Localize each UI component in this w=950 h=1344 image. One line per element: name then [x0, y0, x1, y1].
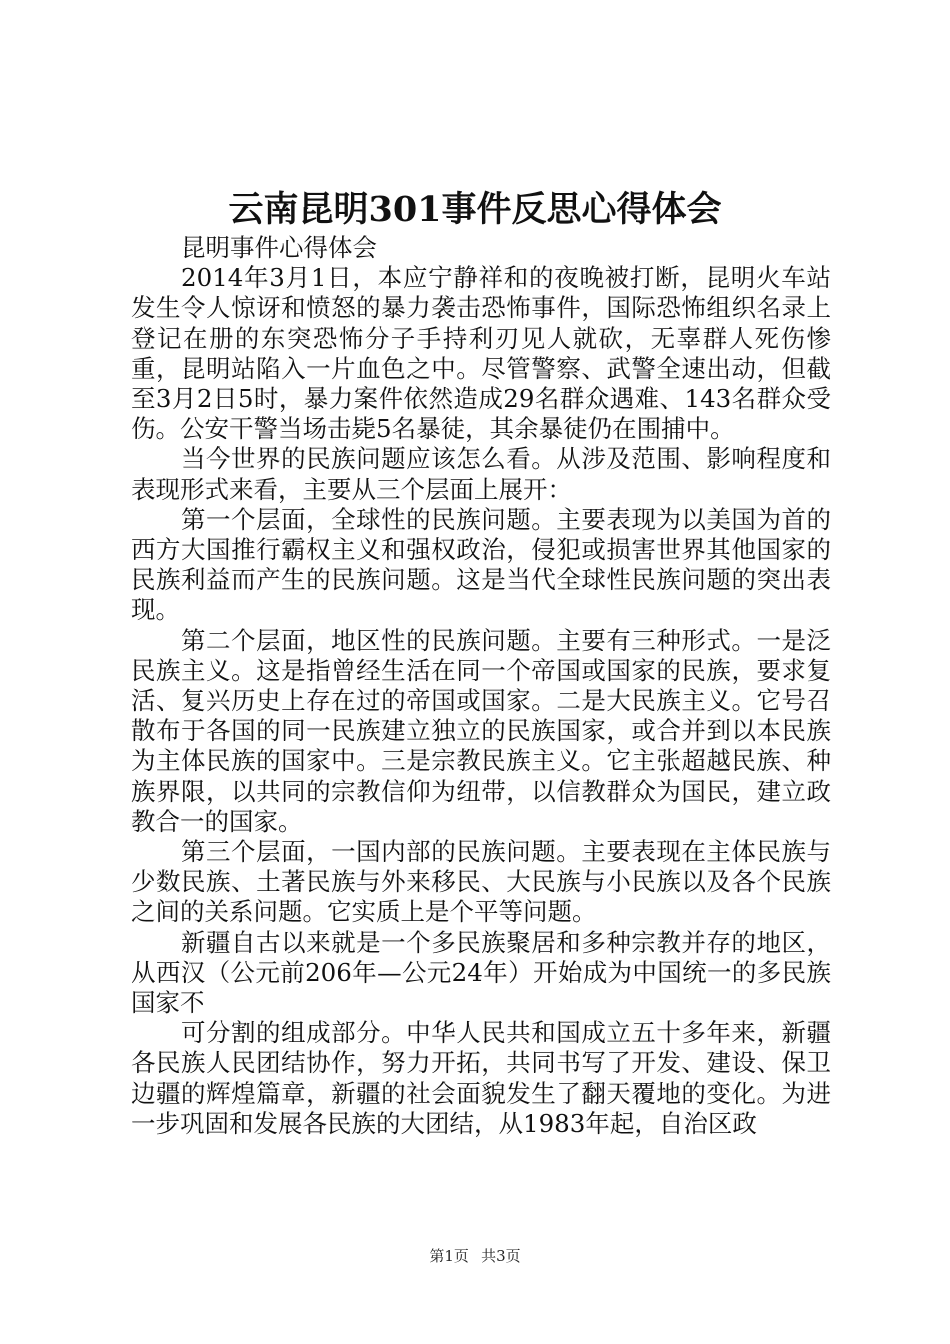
paragraph: 可分割的组成部分。中华人民共和国成立五十多年来，新疆各民族人民团结协作，努力开拓，共同书写了开发、建设、保卫边疆的辉煌篇章，新疆的社会面貌发生了翻天覆地的变化。为进一步巩固和发展各民族的大团结，从1983年起，自治区政 — [131, 1018, 831, 1138]
paragraph-subtitle: 昆明事件心得体会 — [181, 233, 377, 262]
paragraph: 第一个层面，全球性的民族问题。主要表现为以美国为首的西方大国推行霸权主义和强权政治，侵犯或损害世界其他国家的民族利益而产生的民族问题。这是当代全球性民族问题的突出表现。 — [131, 504, 831, 625]
document-body — [131, 233, 831, 1139]
document-title: 云南昆明301事件反思心得体会 — [228, 189, 722, 230]
paragraph: 2014年3月1日，本应宁静祥和的夜晚被打断，昆明火车站发生令人惊讶和愤怒的暴力袭击恐怖事件，国际恐怖组织名录上登记在册的东突恐怖分子手持利刃见人就砍，无辜群人死伤惨重，昆明站陷入一片血色之中。尽管警察、武警全速出动，但截至3月2日5时，暴力案件依然造成29名群众遇难、143名群众受伤。公安干警当场击毙5名暴徒，其余暴徒仍在围捕中。 — [131, 263, 831, 444]
page-number-footer: 第1页 共3页 — [429, 1247, 521, 1265]
paragraph: 当今世界的民族问题应该怎么看。从涉及范围、影响程度和表现形式来看，主要从三个层面上展开： — [131, 444, 831, 504]
paragraph: 新疆自古以来就是一个多民族聚居和多种宗教并存的地区，从西汉（公元前206年—公元24年）开始成为中国统一的多民族国家不 — [131, 927, 831, 1018]
paragraph: 第二个层面，地区性的民族问题。主要有三种形式。一是泛民族主义。这是指曾经生活在同一个帝国或国家的民族，要求复活、复兴历史上存在过的帝国或国家。二是大民族主义。它号召散布于各国的同一民族建立独立的民族国家，或合并到以本民族为主体民族的国家中。三是宗教民族主义。它主张超越民族、种族界限，以共同的宗教信仰为纽带，以信教群众为国民，建立政教合一的国家。 — [131, 625, 831, 836]
paragraph: 第三个层面，一国内部的民族问题。主要表现在主体民族与少数民族、土著民族与外来移民、大民族与小民族以及各个民族之间的关系问题。它实质上是个平等问题。 — [131, 837, 831, 927]
